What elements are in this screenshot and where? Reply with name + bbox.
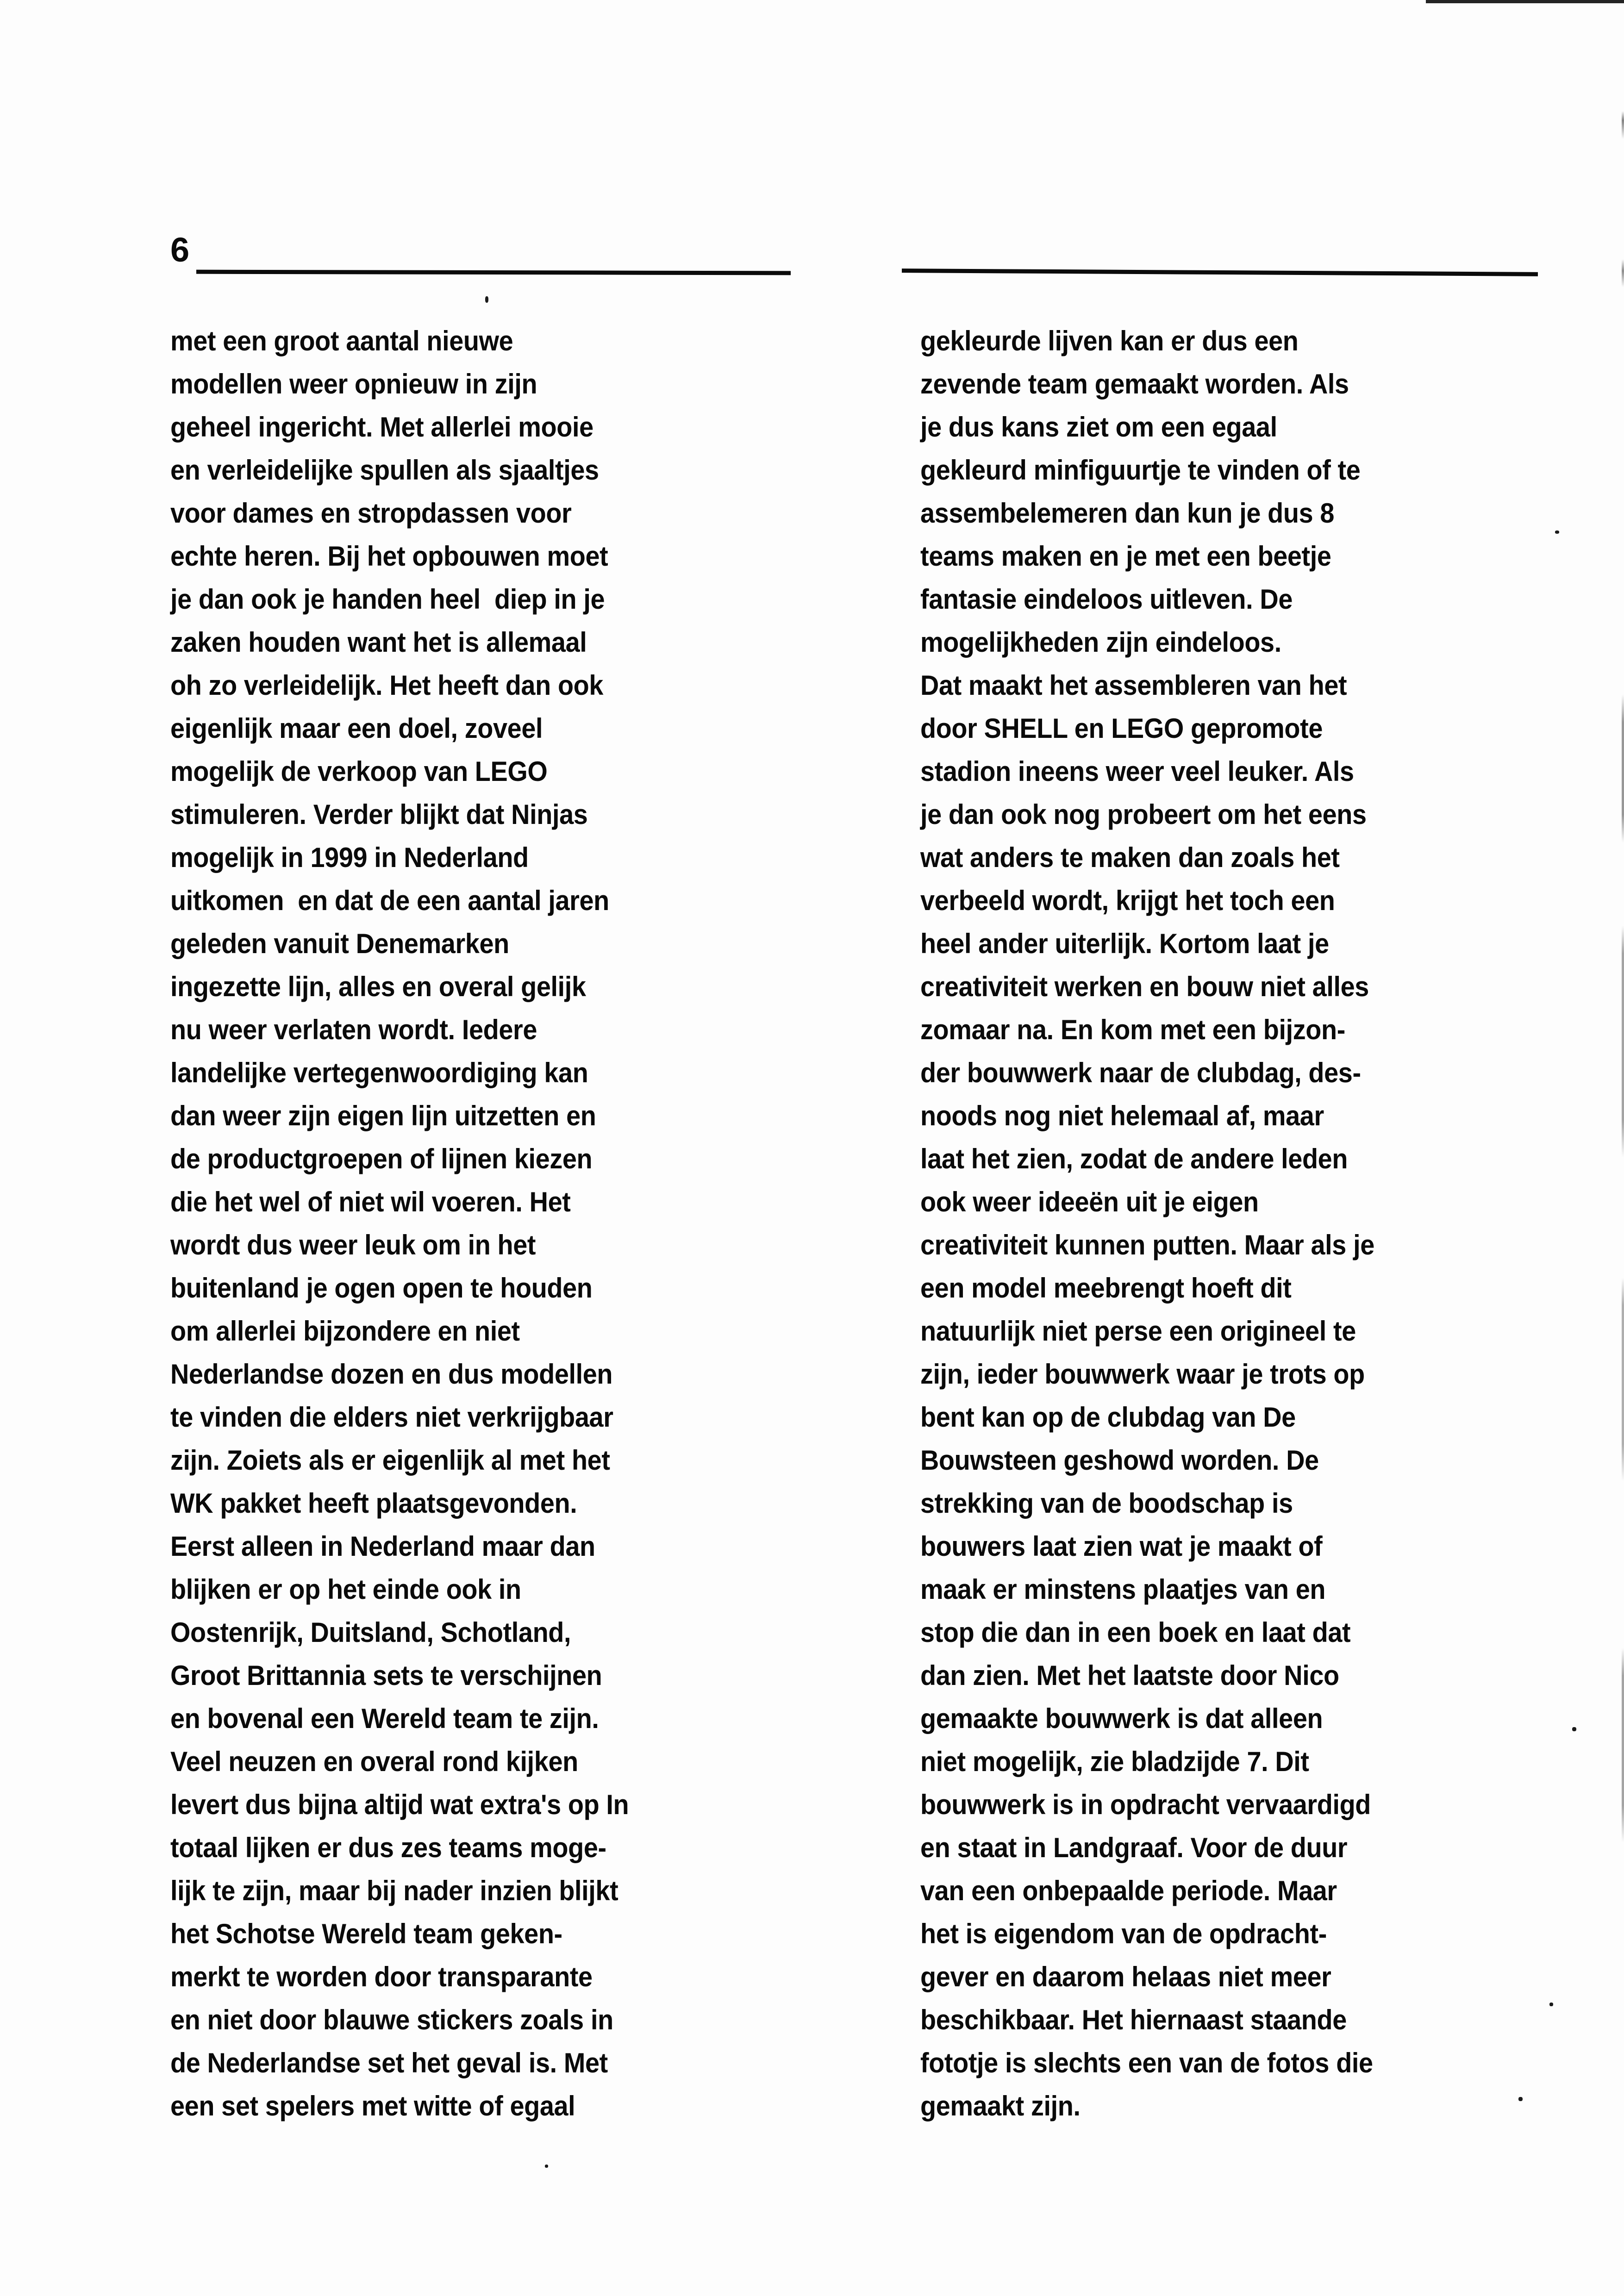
text-line: levert dus bijna altijd wat extra's op In [170,1789,629,1820]
scan-speck [485,296,488,303]
text-line: zijn. Zoiets als er eigenlijk al met het [170,1445,610,1476]
text-line: Veel neuzen en overal rond kijken [170,1746,578,1777]
text-line: stop die dan in een boek en laat dat [920,1617,1351,1648]
text-line: stadion ineens weer veel leuker. Als [920,756,1354,787]
text-line: met een groot aantal nieuwe [170,325,513,356]
text-line: ingezette lijn, alles en overal gelijk [170,971,586,1002]
text-line: en niet door blauwe stickers zoals in [170,2004,613,2035]
text-line: maak er minstens plaatjes van en [920,1574,1326,1605]
text-line: fototje is slechts een van de fotos die [920,2047,1373,2078]
text-column-right [920,319,1568,2128]
text-line: Nederlandse dozen en dus modellen [170,1359,613,1390]
text-line: totaal lijken er dus zes teams moge- [170,1832,606,1863]
text-line: merkt te worden door transparante [170,1961,593,1992]
text-line: bouwwerk is in opdracht vervaardigd [920,1789,1371,1820]
text-line: gever en daarom helaas niet meer [920,1961,1331,1992]
text-line: buitenland je ogen open te houden [170,1273,593,1304]
text-line: niet mogelijk, zie bladzijde 7. Dit [920,1746,1309,1777]
scan-speck [1572,1727,1576,1731]
text-line: wordt dus weer leuk om in het [170,1229,536,1260]
text-line: de Nederlandse set het geval is. Met [170,2047,608,2078]
text-line: en staat in Landgraaf. Voor de duur [920,1832,1348,1863]
text-line: en bovenal een Wereld team te zijn. [170,1703,599,1734]
text-line: die het wel of niet wil voeren. Het [170,1186,571,1217]
text-line: der bouwwerk naar de clubdag, des- [920,1057,1361,1088]
header-rule-right [902,268,1538,276]
text-line: Bouwsteen geshowd worden. De [920,1445,1319,1476]
text-line: Dat maakt het assembleren van het [920,670,1347,701]
text-line: uitkomen en dat de een aantal jaren [170,885,609,916]
text-line: stimuleren. Verder blijkt dat Ninjas [170,799,588,830]
text-line: je dus kans ziet om een egaal [920,412,1277,443]
text-line: blijken er op het einde ook in [170,1574,521,1605]
text-line: heel ander uiterlijk. Kortom laat je [920,928,1329,959]
text-line: noods nog niet helemaal af, maar [920,1100,1324,1131]
text-line: het is eigendom van de opdracht- [920,1918,1327,1949]
text-line: de productgroepen of lijnen kiezen [170,1143,593,1174]
text-line: creativiteit kunnen putten. Maar als je [920,1229,1374,1260]
text-line: creativiteit werken en bouw niet alles [920,971,1369,1002]
text-line: Oostenrijk, Duitsland, Schotland, [170,1617,571,1648]
text-line: laat het zien, zodat de andere leden [920,1143,1348,1174]
text-line: bouwers laat zien wat je maakt of [920,1531,1323,1562]
text-line: nu weer verlaten wordt. Iedere [170,1014,537,1045]
text-line: gekleurde lijven kan er dus een [920,325,1299,356]
text-line: mogelijkheden zijn eindeloos. [920,627,1281,658]
text-line: beschikbaar. Het hiernaast staande [920,2004,1347,2035]
text-line: modellen weer opnieuw in zijn [170,368,537,399]
text-line: lijk te zijn, maar bij nader inzien blijkt [170,1875,618,1906]
text-line: gemaakt zijn. [920,2090,1081,2121]
text-line: je dan ook nog probeert om het eens [920,799,1367,830]
text-line: WK pakket heeft plaatsgevonden. [170,1488,577,1519]
text-line: echte heren. Bij het opbouwen moet [170,541,608,572]
text-line: verbeeld wordt, krijgt het toch een [920,885,1335,916]
text-line: oh zo verleidelijk. Het heeft dan ook [170,670,604,701]
header-rule-left [196,270,791,275]
text-line: geleden vanuit Denemarken [170,928,509,959]
text-line: geheel ingericht. Met allerlei mooie [170,412,593,443]
text-line: je dan ook je handen heel diep in je [170,584,605,615]
text-line: gemaakte bouwwerk is dat alleen [920,1703,1323,1734]
text-line: het Schotse Wereld team geken- [170,1918,562,1949]
text-line: eigenlijk maar een doel, zoveel [170,713,543,744]
text-line: voor dames en stropdassen voor [170,498,572,529]
text-line: om allerlei bijzondere en niet [170,1316,520,1347]
scan-edge-artifact-right [1622,0,1624,2296]
text-line: teams maken en je met een beetje [920,541,1331,572]
text-line: wat anders te maken dan zoals het [920,842,1340,873]
text-line: assembelemeren dan kun je dus 8 [920,498,1335,529]
text-line: Eerst alleen in Nederland maar dan [170,1531,595,1562]
page-number: 6 [170,231,189,269]
text-line: natuurlijk niet perse een origineel te [920,1316,1356,1347]
text-line: fantasie eindeloos uitleven. De [920,584,1293,615]
text-line: Groot Brittannia sets te verschijnen [170,1660,602,1691]
text-line: van een onbepaalde periode. Maar [920,1875,1337,1906]
text-line: dan zien. Met het laatste door Nico [920,1660,1339,1691]
text-line: door SHELL en LEGO gepromote [920,713,1323,744]
text-line: zevende team gemaakt worden. Als [920,368,1349,399]
text-line: een model meebrengt hoeft dit [920,1273,1292,1304]
text-line: gekleurd minfiguurtje te vinden of te [920,455,1361,486]
text-line: strekking van de boodschap is [920,1488,1293,1519]
scan-edge-artifact-top [1426,0,1624,3]
text-line: mogelijk in 1999 in Nederland [170,842,529,873]
text-line: en verleidelijke spullen als sjaaltjes [170,455,599,486]
text-line: te vinden die elders niet verkrijgbaar [170,1402,613,1433]
text-line: bent kan op de clubdag van De [920,1402,1296,1433]
scan-speck [545,2165,548,2168]
text-line: zijn, ieder bouwwerk waar je trots op [920,1359,1365,1390]
text-line: mogelijk de verkoop van LEGO [170,756,548,787]
text-line: zaken houden want het is allemaal [170,627,587,658]
text-line: een set spelers met witte of egaal [170,2090,575,2121]
text-line: dan weer zijn eigen lijn uitzetten en [170,1100,596,1131]
text-line: zomaar na. En kom met een bijzon- [920,1014,1345,1045]
text-column-left [170,319,809,2128]
text-line: landelijke vertegenwoordiging kan [170,1057,588,1088]
text-line: ook weer ideeën uit je eigen [920,1186,1259,1217]
